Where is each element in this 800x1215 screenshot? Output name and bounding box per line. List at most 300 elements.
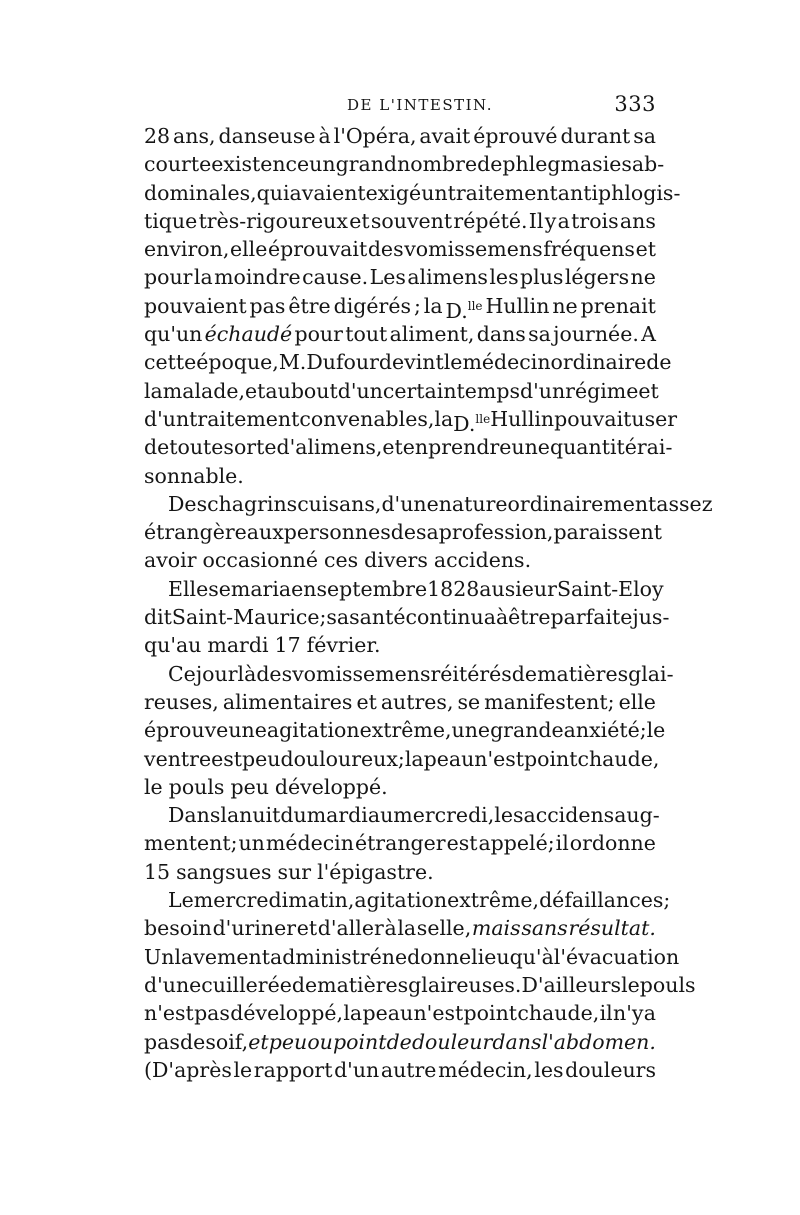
word: Ce xyxy=(168,661,196,686)
word: lavement xyxy=(174,944,270,969)
word: d'un xyxy=(519,378,566,403)
word: user xyxy=(631,406,678,431)
word: cuillerée xyxy=(201,972,292,997)
text-line xyxy=(144,490,713,518)
word: là xyxy=(237,661,257,686)
word: peu xyxy=(268,1029,308,1054)
word: l'épigastre. xyxy=(317,859,434,884)
word: est xyxy=(211,746,242,771)
word: les xyxy=(489,265,519,290)
word: mardi xyxy=(207,633,269,658)
word: journée. xyxy=(553,322,639,347)
word: convenables, xyxy=(299,406,435,431)
word: traitement xyxy=(447,180,558,205)
word: les xyxy=(534,1057,564,1082)
word: pas xyxy=(194,1001,230,1026)
word: glai- xyxy=(628,661,674,686)
word: prenait xyxy=(580,293,656,318)
word: l'abdomen. xyxy=(541,1029,656,1054)
word: douleurs xyxy=(565,1057,656,1082)
word: vomissemens xyxy=(292,661,431,686)
word: M. xyxy=(278,350,307,375)
word: reuses, xyxy=(144,689,219,714)
word: pouvaient xyxy=(144,293,247,318)
word: la xyxy=(423,293,443,318)
text-line xyxy=(144,546,656,574)
word: peau xyxy=(362,1001,414,1026)
text-line xyxy=(144,914,656,942)
text-line xyxy=(144,405,678,436)
word: mercredi xyxy=(193,888,289,913)
text-line xyxy=(144,433,673,461)
word: d'aller xyxy=(317,916,384,941)
word: matières xyxy=(317,972,409,997)
word: peu xyxy=(241,746,281,771)
word: glaireuses. xyxy=(408,972,522,997)
word: aug- xyxy=(614,803,660,828)
word: cuisans, xyxy=(297,491,382,516)
word: n'y xyxy=(613,1001,644,1026)
word: devint xyxy=(378,350,444,375)
word: pas xyxy=(249,293,286,318)
text-line xyxy=(144,348,672,376)
word: selle, xyxy=(416,916,472,941)
word: de xyxy=(477,152,503,177)
word: donne xyxy=(407,944,472,969)
word: besoin xyxy=(144,916,212,941)
word: grand xyxy=(335,152,398,177)
word: cause. xyxy=(302,265,369,290)
word: manifestent; xyxy=(484,689,615,714)
word: sonnable. xyxy=(144,463,244,488)
word: répété. xyxy=(453,208,528,233)
word: ces xyxy=(324,548,359,573)
word: février. xyxy=(306,633,381,658)
word: extrême, xyxy=(447,888,540,913)
word: ; xyxy=(413,293,421,318)
text-line xyxy=(144,603,670,631)
word: éprouve xyxy=(144,718,229,743)
word: durant xyxy=(560,124,631,148)
word: de xyxy=(291,972,318,997)
word: médecin, xyxy=(438,1057,533,1082)
word: Le xyxy=(168,888,194,913)
word: y xyxy=(544,208,557,233)
word: ventre xyxy=(144,746,212,771)
word: en xyxy=(291,576,317,601)
word: 17 xyxy=(274,633,301,658)
word: pouvait xyxy=(554,406,632,431)
word: moindre xyxy=(214,265,301,290)
word: n'est xyxy=(413,1001,464,1026)
word: et xyxy=(248,1029,269,1054)
word: Il xyxy=(528,208,544,233)
word: développé. xyxy=(274,774,388,799)
word: n'est xyxy=(144,1001,194,1026)
word: divers xyxy=(364,548,428,573)
word: tique xyxy=(144,208,198,233)
word: de xyxy=(511,661,538,686)
word: une xyxy=(228,718,267,743)
word: est xyxy=(446,831,478,856)
word: ordinaire xyxy=(550,350,647,375)
text-line xyxy=(144,773,656,801)
word: et xyxy=(356,689,377,714)
word: à xyxy=(495,605,509,630)
word: D.$^{lle}$ xyxy=(453,411,491,436)
word: des xyxy=(367,237,404,262)
word: les xyxy=(494,803,524,828)
word: au xyxy=(367,803,394,828)
word: elle xyxy=(229,237,268,262)
word: parfaite xyxy=(550,605,633,630)
word: peau xyxy=(423,746,475,771)
page-number: 333 xyxy=(614,92,656,116)
word: continua xyxy=(405,605,496,630)
text-line xyxy=(144,575,664,603)
word: phlegmasies xyxy=(502,152,632,177)
word: grande xyxy=(490,718,564,743)
word: temps xyxy=(456,378,520,403)
word: le xyxy=(621,972,640,997)
word: défaillances; xyxy=(539,888,671,913)
word: éprouvait xyxy=(267,237,368,262)
word: nombre xyxy=(397,152,478,177)
word: profession, xyxy=(438,520,554,545)
word: ou xyxy=(307,1029,333,1054)
word: nuit xyxy=(239,803,281,828)
word: médecin xyxy=(462,350,551,375)
text-line xyxy=(144,462,656,490)
text-line xyxy=(144,688,656,716)
word: la xyxy=(220,803,240,828)
word: sangsues xyxy=(176,859,272,884)
word: sur xyxy=(277,859,312,884)
word: soif, xyxy=(205,1029,249,1054)
text-line xyxy=(144,179,681,207)
word: a xyxy=(643,1001,656,1026)
word: d'un xyxy=(334,1057,380,1082)
word: exigé xyxy=(365,180,422,205)
word: assez xyxy=(656,491,713,516)
word: nature xyxy=(438,491,508,516)
word: sieur xyxy=(504,576,557,601)
word: Saint-Maurice; xyxy=(171,605,327,630)
text-line xyxy=(144,320,656,348)
word: pouls xyxy=(168,774,225,799)
word: dit xyxy=(144,605,172,630)
word: douloureux; xyxy=(280,746,405,771)
word: il xyxy=(599,1001,613,1026)
word: ans xyxy=(619,208,656,233)
word: agitation xyxy=(266,718,360,743)
word: mardi xyxy=(306,803,368,828)
word: aux xyxy=(246,520,284,545)
word: Hullin xyxy=(490,406,555,431)
word: en xyxy=(402,435,429,460)
word: l'évacuation xyxy=(553,944,680,969)
word: matières xyxy=(537,661,629,686)
word: 15 xyxy=(144,859,171,884)
word: A xyxy=(641,322,656,347)
word: sa xyxy=(326,605,350,630)
word: d'un xyxy=(337,378,383,403)
text-line xyxy=(144,1028,656,1056)
word: antiphlogis- xyxy=(557,180,681,205)
word: dans xyxy=(476,322,526,347)
word: sans xyxy=(521,916,568,941)
word: aliment, xyxy=(389,322,475,347)
text-line xyxy=(144,886,671,914)
word: danseuse xyxy=(218,124,316,148)
word: chagrins xyxy=(207,491,298,516)
text-line xyxy=(144,207,656,235)
word: Dans xyxy=(168,803,221,828)
word: ordinairement xyxy=(507,491,657,516)
word: la xyxy=(343,1001,363,1026)
word: rapport xyxy=(253,1057,333,1082)
word: cette xyxy=(144,350,197,375)
word: pas xyxy=(144,1029,180,1054)
word: à xyxy=(318,124,331,148)
text-line xyxy=(144,943,680,971)
word: et xyxy=(638,378,659,403)
word: Les xyxy=(369,265,406,290)
word: personnes xyxy=(283,520,391,545)
word: dominales, xyxy=(144,180,257,205)
word: mais xyxy=(471,916,521,941)
word: trois xyxy=(571,208,619,233)
word: ans, xyxy=(173,124,216,148)
word: traitement xyxy=(189,406,300,431)
word: de xyxy=(144,435,170,460)
word: Hullin xyxy=(485,293,550,318)
word: avait xyxy=(419,124,471,148)
word: un xyxy=(238,831,265,856)
word: pour xyxy=(144,265,193,290)
word: au xyxy=(479,576,505,601)
word: Dufour xyxy=(306,350,379,375)
text-line xyxy=(144,263,656,291)
text-line xyxy=(144,235,656,263)
word: matin, xyxy=(288,888,355,913)
word: qu'un xyxy=(144,322,203,347)
text-line xyxy=(144,999,656,1027)
word: peu xyxy=(230,774,269,799)
word: digérés xyxy=(333,293,411,318)
text-line xyxy=(144,518,662,546)
text-line xyxy=(144,829,656,857)
word: avoir xyxy=(144,548,197,573)
word: sorte xyxy=(223,435,277,460)
word: ab- xyxy=(631,152,665,177)
word: alimentaires xyxy=(222,689,353,714)
word: prendre xyxy=(428,435,512,460)
word: (D'après xyxy=(144,1057,232,1082)
text-line xyxy=(144,745,660,773)
word: jus- xyxy=(632,605,670,630)
word: la xyxy=(193,265,213,290)
word: occasionné xyxy=(202,548,318,573)
word: toute xyxy=(169,435,224,460)
word: du xyxy=(280,803,307,828)
word: santé xyxy=(349,605,406,630)
word: point xyxy=(332,1029,387,1054)
word: très-rigoureux xyxy=(198,208,348,233)
word: quantité xyxy=(549,435,637,460)
word: régime xyxy=(565,378,639,403)
word: échaudé xyxy=(204,322,293,347)
word: le xyxy=(443,350,463,375)
word: sa xyxy=(528,322,551,347)
word: environ, xyxy=(144,237,230,262)
word: maria xyxy=(230,576,292,601)
word: se xyxy=(457,689,481,714)
word: et xyxy=(349,208,370,233)
word: une xyxy=(511,435,550,460)
word: éprouvé xyxy=(473,124,558,148)
text-line xyxy=(144,292,656,323)
word: lieu xyxy=(471,944,510,969)
word: elle xyxy=(618,689,656,714)
page-header xyxy=(144,92,656,124)
word: la xyxy=(397,916,417,941)
word: ne xyxy=(630,265,656,290)
word: le xyxy=(233,1057,253,1082)
word: de xyxy=(386,1029,412,1054)
word: d'alimens, xyxy=(276,435,383,460)
running-title: DE L'INTESTIN. xyxy=(347,96,493,114)
word: Un xyxy=(144,944,175,969)
word: être xyxy=(508,605,551,630)
word: septembre xyxy=(316,576,428,601)
word: malade, xyxy=(162,378,245,403)
word: résultat. xyxy=(568,916,656,941)
word: chaude, xyxy=(517,1001,600,1026)
word: alimens xyxy=(407,265,488,290)
word: autre xyxy=(380,1057,437,1082)
word: qu'au xyxy=(144,633,202,658)
word: D'ailleurs xyxy=(521,972,622,997)
word: vomissemens xyxy=(404,237,543,262)
text-line xyxy=(144,858,656,886)
word: de xyxy=(390,520,417,545)
word: a xyxy=(557,208,570,233)
word: douleur xyxy=(411,1029,493,1054)
word: de xyxy=(646,350,672,375)
word: développé, xyxy=(230,1001,344,1026)
word: la xyxy=(144,378,163,403)
word: le xyxy=(646,718,666,743)
word: époque, xyxy=(196,350,279,375)
word: la xyxy=(404,746,424,771)
word: d'un xyxy=(144,406,190,431)
word: médecin xyxy=(265,831,354,856)
word: l'Opéra, xyxy=(333,124,417,148)
word: de xyxy=(179,1029,206,1054)
word: accidens xyxy=(523,803,615,828)
word: Saint-Eloy xyxy=(556,576,664,601)
text-line xyxy=(144,122,656,150)
word: un xyxy=(309,152,336,177)
word: chaude, xyxy=(577,746,660,771)
word: plus xyxy=(520,265,564,290)
word: rai- xyxy=(636,435,673,460)
word: étranger xyxy=(354,831,446,856)
text-line xyxy=(144,971,696,999)
word: qu'à xyxy=(509,944,554,969)
word: qui xyxy=(256,180,290,205)
word: et xyxy=(635,237,656,262)
word: ne xyxy=(381,944,408,969)
word: existence xyxy=(211,152,310,177)
text-line xyxy=(144,150,665,178)
word: 28 xyxy=(144,124,171,148)
word: et xyxy=(296,916,318,941)
word: Des xyxy=(168,491,208,516)
word: courte xyxy=(144,152,212,177)
word: extrême, xyxy=(359,718,452,743)
text-line xyxy=(144,377,659,405)
word: réitérés xyxy=(430,661,512,686)
text-line xyxy=(144,801,660,829)
word: jour xyxy=(195,661,238,686)
word: et xyxy=(382,435,403,460)
word: mercredi, xyxy=(393,803,495,828)
word: un xyxy=(421,180,448,205)
word: une xyxy=(451,718,491,743)
word: se xyxy=(208,576,231,601)
word: mentent; xyxy=(144,831,238,856)
word: pour xyxy=(294,322,343,347)
word: et xyxy=(245,378,266,403)
body-text xyxy=(144,122,713,1084)
word: avaient xyxy=(289,180,366,205)
word: d'une xyxy=(381,491,439,516)
word: des xyxy=(256,661,293,686)
word: 1828 xyxy=(427,576,480,601)
text-line xyxy=(144,660,674,688)
word: d'une xyxy=(144,972,202,997)
word: sa xyxy=(416,520,439,545)
word: légers xyxy=(564,265,630,290)
word: tout xyxy=(345,322,388,347)
text-line xyxy=(144,716,666,744)
word: Elle xyxy=(168,576,209,601)
word: n'est xyxy=(474,746,525,771)
text-line xyxy=(144,1056,656,1084)
word: à xyxy=(384,916,397,941)
word: appelé; xyxy=(478,831,555,856)
text-line xyxy=(144,631,656,659)
word: pouls xyxy=(639,972,696,997)
word: il xyxy=(555,831,569,856)
word: certain xyxy=(382,378,457,403)
word: D.$^{lle}$ xyxy=(445,298,483,323)
word: fréquens xyxy=(543,237,635,262)
word: autres, xyxy=(380,689,454,714)
word: paraissent xyxy=(553,520,662,545)
word: administré xyxy=(270,944,382,969)
word: étrangère xyxy=(144,520,247,545)
word: agitation xyxy=(354,888,448,913)
word: accidens. xyxy=(433,548,532,573)
word: souvent xyxy=(370,208,453,233)
word: le xyxy=(144,774,163,799)
word: anxiété; xyxy=(563,718,647,743)
word: point xyxy=(524,746,578,771)
word: dans xyxy=(492,1029,542,1054)
